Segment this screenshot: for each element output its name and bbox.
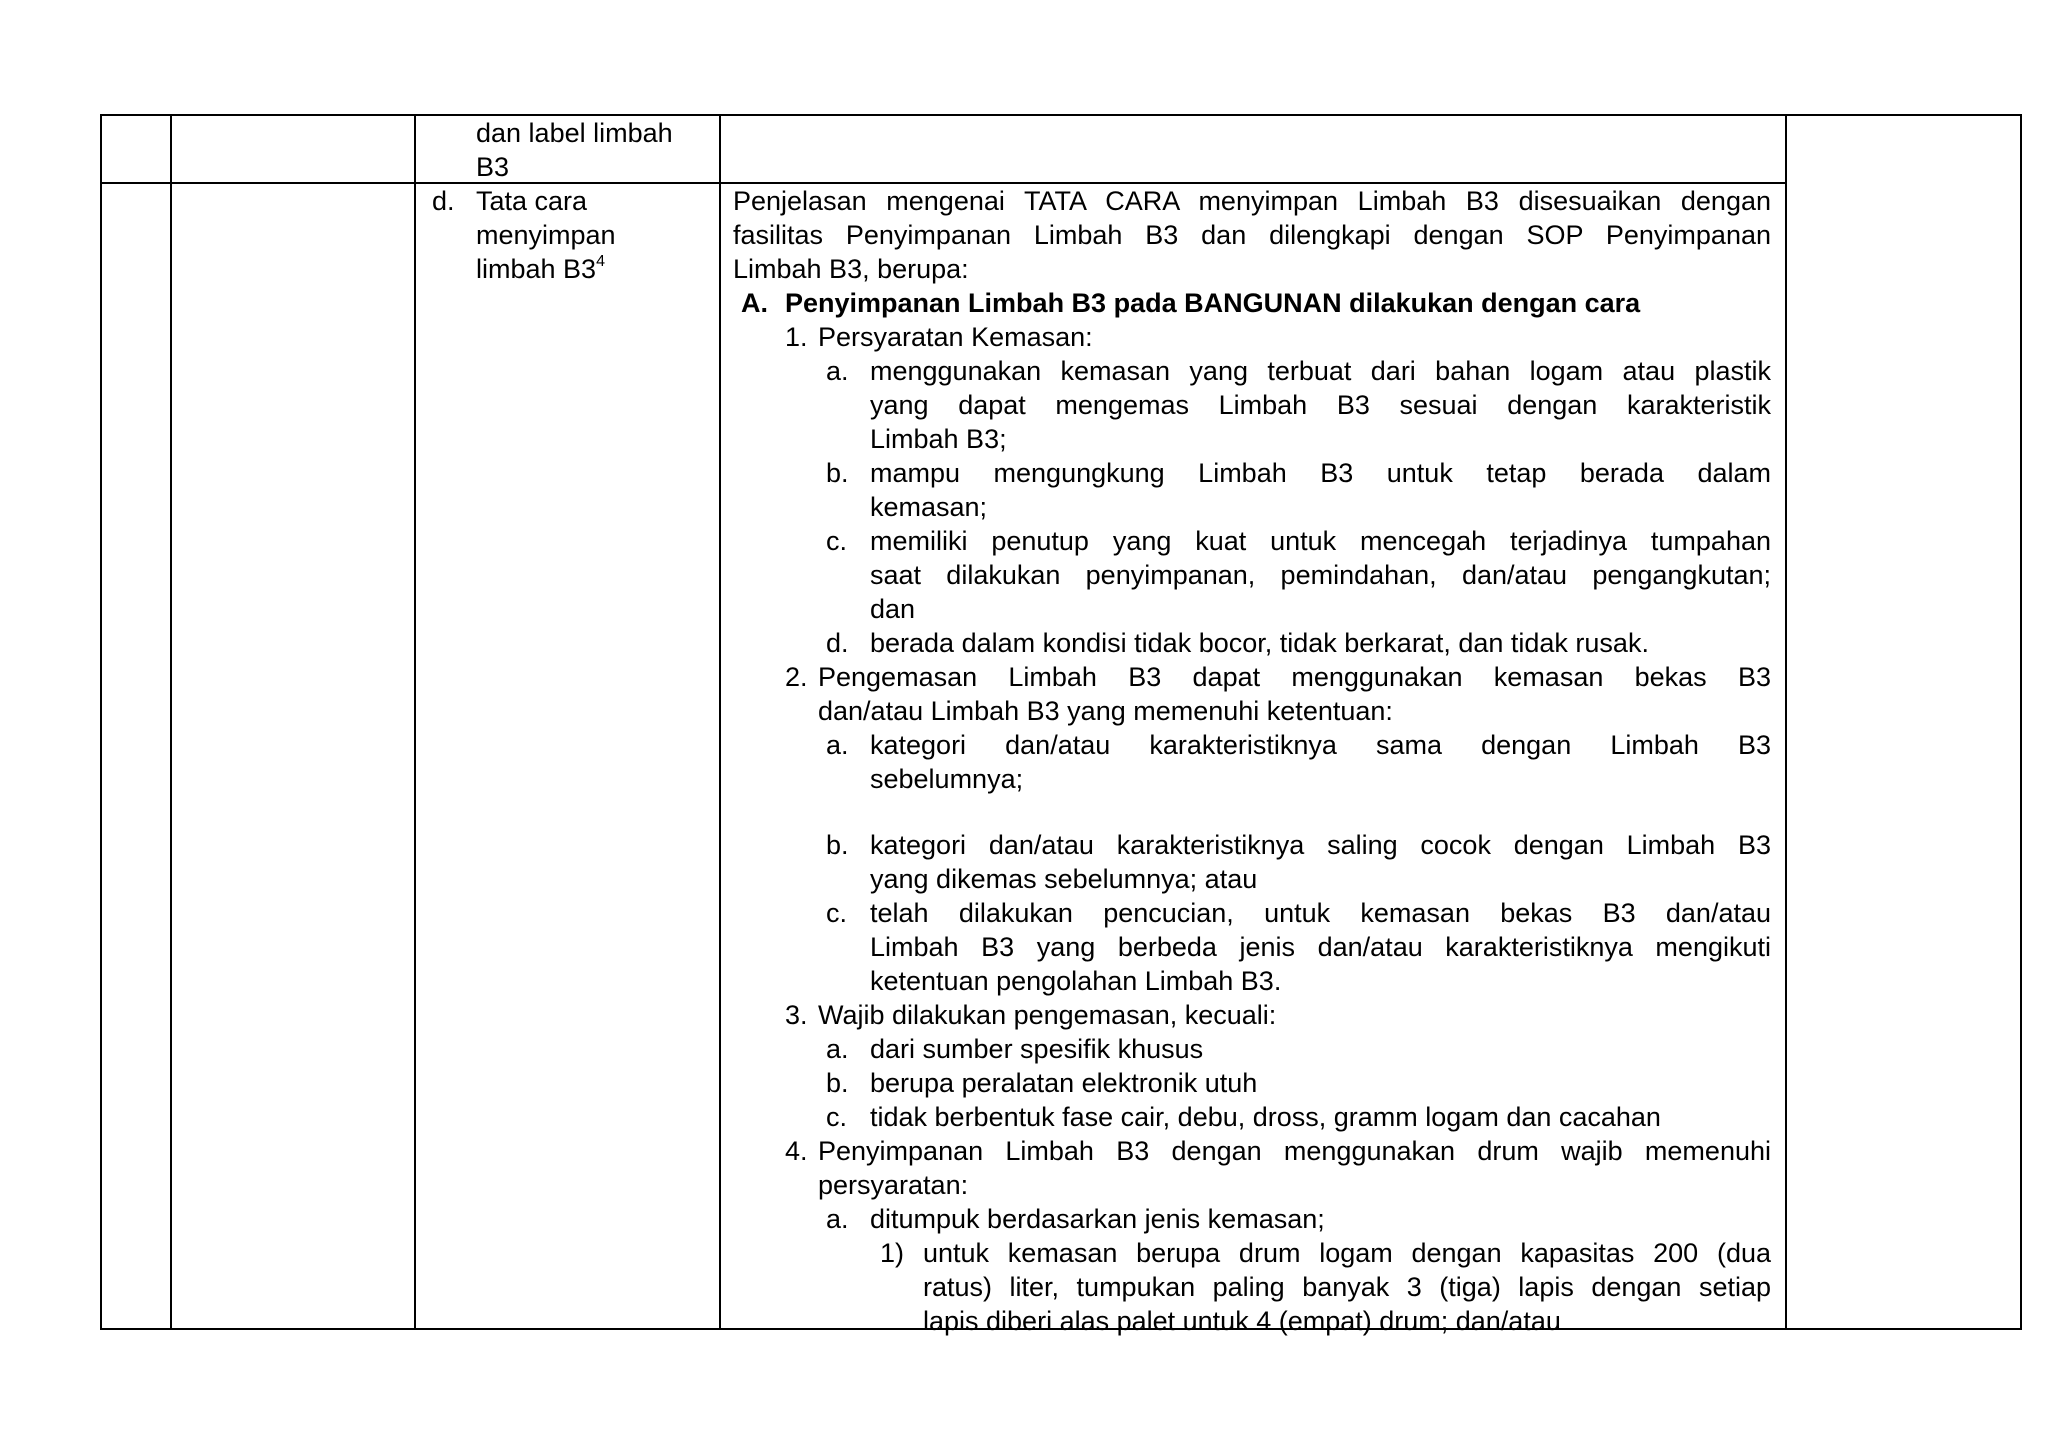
list-item-marker: 3. [785, 1000, 808, 1030]
list-item-line: Penyimpanan Limbah B3 dengan menggunakan drum wajib memenuhi [818, 1136, 1771, 1166]
subitem-marker: c. [826, 526, 848, 556]
intro-line: fasilitas Penyimpanan Limbah B3 dan dilengkapi dengan SOP Penyimpanan [733, 220, 1771, 250]
section-heading: Penyimpanan Limbah B3 pada BANGUNAN dilakukan dengan cara [785, 288, 1641, 318]
subitem-marker: b. [826, 458, 849, 488]
item-marker: d. [432, 186, 455, 216]
column-border-4 [719, 114, 721, 1330]
subitem-line: kemasan; [870, 492, 988, 522]
subitem-line: ditumpuk berdasarkan jenis kemasan; [870, 1204, 1325, 1234]
subitem-line: mampu mengungkung Limbah B3 untuk tetap berada dalam [870, 458, 1771, 488]
subitem-marker: c. [826, 898, 848, 928]
subitem-line: memiliki penutup yang kuat untuk mencegah terjadinya tumpahan [870, 526, 1771, 556]
list-item-line: persyaratan: [818, 1170, 969, 1200]
subitem-marker: d. [826, 628, 849, 658]
subitem-line: kategori dan/atau karakteristiknya saling cocok dengan Limbah B3 [870, 830, 1771, 860]
subitem-line: saat dilakukan penyimpanan, pemindahan, dan/atau pengangkutan; [870, 560, 1771, 590]
sub-subitem-marker: 1) [880, 1238, 905, 1268]
list-item-line: Wajib dilakukan pengemasan, kecuali: [818, 1000, 1277, 1030]
item-name-line: menyimpan [476, 220, 616, 250]
sub-subitem-line: untuk kemasan berupa drum logam dengan kapasitas 200 (dua [923, 1238, 1771, 1268]
item-name-line: Tata cara [476, 186, 588, 216]
intro-line: Limbah B3, berupa: [733, 254, 969, 284]
list-item-marker: 4. [785, 1136, 808, 1166]
column-border-2 [170, 114, 172, 1330]
subitem-line: berada dalam kondisi tidak bocor, tidak berkarat, dan tidak rusak. [870, 628, 1649, 658]
column-border-1 [100, 114, 102, 1330]
subitem-line: ketentuan pengolahan Limbah B3. [870, 966, 1282, 996]
subitem-marker: b. [826, 1068, 849, 1098]
subitem-line: berupa peralatan elektronik utuh [870, 1068, 1258, 1098]
list-item-marker: 2. [785, 662, 808, 692]
list-item-line: Pengemasan Limbah B3 dapat menggunakan kemasan bekas B3 [818, 662, 1771, 692]
subitem-marker: a. [826, 1034, 849, 1064]
subitem-line: dan [870, 594, 916, 624]
section-marker: A. [741, 288, 768, 318]
subitem-marker: a. [826, 1204, 849, 1234]
subitem-marker: c. [826, 1102, 848, 1132]
table-top-border [100, 114, 2022, 116]
item-name-last-line: limbah B3 [476, 254, 597, 284]
prev-item-name-line: B3 [476, 152, 510, 182]
intro-line: Penjelasan mengenai TATA CARA menyimpan Limbah B3 disesuaikan dengan [733, 186, 1771, 216]
subitem-line: menggunakan kemasan yang terbuat dari bahan logam atau plastik [870, 356, 1771, 386]
list-item-line: Persyaratan Kemasan: [818, 322, 1093, 352]
subitem-line: kategori dan/atau karakteristiknya sama dengan Limbah B3 [870, 730, 1771, 760]
footnote-ref[interactable]: 4 [596, 253, 605, 270]
subitem-line: yang dikemas sebelumnya; atau [870, 864, 1258, 894]
column-border-3 [414, 114, 416, 1330]
subitem-marker: a. [826, 356, 849, 386]
sub-subitem-line: lapis diberi alas palet untuk 4 (empat) drum; dan/atau [923, 1306, 1561, 1336]
subitem-line: Limbah B3; [870, 424, 1007, 454]
prev-item-name-line: dan label limbah [476, 118, 673, 148]
subitem-line: yang dapat mengemas Limbah B3 sesuai dengan karakteristik [870, 390, 1771, 420]
subitem-line: Limbah B3 yang berbeda jenis dan/atau karakteristiknya mengikuti [870, 932, 1771, 962]
column-border-6 [2020, 114, 2022, 1330]
subitem-line: telah dilakukan pencucian, untuk kemasan bekas B3 dan/atau [870, 898, 1771, 928]
subitem-line: tidak berbentuk fase cair, debu, dross, gramm logam dan cacahan [870, 1102, 1661, 1132]
item-name-line [476, 252, 605, 286]
sub-subitem-line: ratus) liter, tumpukan paling banyak 3 (tiga) lapis dengan setiap [923, 1272, 1771, 1302]
list-item-marker: 1. [785, 322, 808, 352]
subitem-marker: b. [826, 830, 849, 860]
column-border-5 [1785, 114, 1787, 1330]
subitem-marker: a. [826, 730, 849, 760]
list-item-line: dan/atau Limbah B3 yang memenuhi ketentuan: [818, 696, 1393, 726]
subitem-line: dari sumber spesifik khusus [870, 1034, 1204, 1064]
subitem-line: sebelumnya; [870, 764, 1024, 794]
